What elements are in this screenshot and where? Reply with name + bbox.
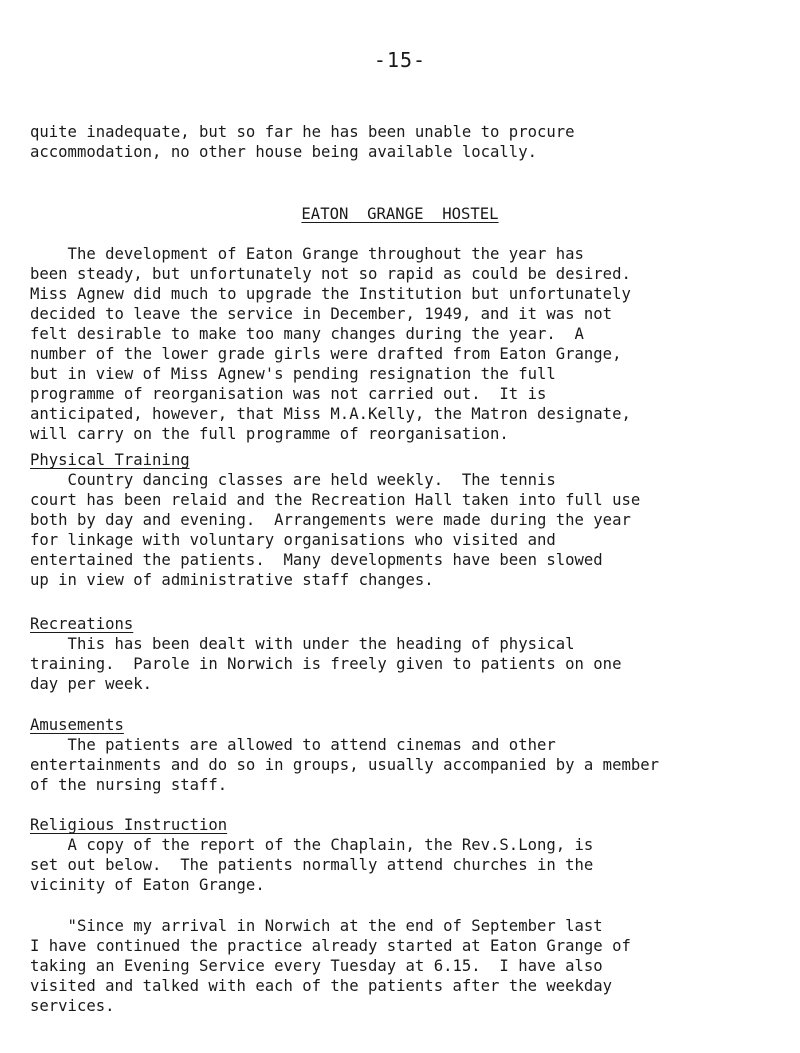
eaton-grange-paragraph: The development of Eaton Grange throughout the year has been steady, but unfortunately not so rapid as could be desired. Miss Agnew did much to upgrade the Institution but unfortunately decided to leave the service in December, 1949, and it was not felt desirable to make too many changes during the year. A number of the lower grade girls were drafted from Eaton Grange, but in view of Miss Agnew's pending resignation the full programme of reorganisation was not carried out. It is anticipated, however, that Miss M.A.Kelly, the Matron designate, will carry on the full programme of reorganisation.	[30, 245, 631, 443]
recreations-heading: Recreations	[30, 615, 134, 633]
amusements-paragraph: The patients are allowed to attend cinemas and other entertainments and do so in groups, usually accompanied by a member of the nursing staff.	[30, 736, 660, 794]
religious-instruction-paragraph: A copy of the report of the Chaplain, the Rev.S.Long, is set out below. The patients normally attend churches in the vicinity of Eaton Grange.	[30, 836, 594, 894]
page-number: -15-	[373, 48, 427, 72]
physical-training-heading: Physical Training	[30, 451, 190, 469]
intro-paragraph: quite inadequate, but so far he has been unable to procure accommodation, no other house being available locally.	[30, 123, 575, 161]
chaplain-quote: "Since my arrival in Norwich at the end of September last I have continued the practice already started at Eaton Grange of taking an Evening Service every Tuesday at 6.15. I have also visited and talked with each of the patients after the weekday services.	[30, 917, 631, 1015]
recreations-paragraph: This has been dealt with under the heading of physical training. Parole in Norwich is freely given to patients on one day per week.	[30, 635, 622, 693]
section-title: EATON GRANGE HOSTEL	[301, 205, 499, 223]
religious-instruction-heading: Religious Instruction	[30, 816, 228, 834]
physical-training-paragraph: Country dancing classes are held weekly. The tennis court has been relaid and the Recreation Hall taken into full use both by day and evening. Arrangements were made during the year for linkage with voluntary organisations who visited and entertained the patients. Many developments have been slowed up in view of administrative staff changes.	[30, 471, 641, 589]
amusements-heading: Amusements	[30, 716, 124, 734]
